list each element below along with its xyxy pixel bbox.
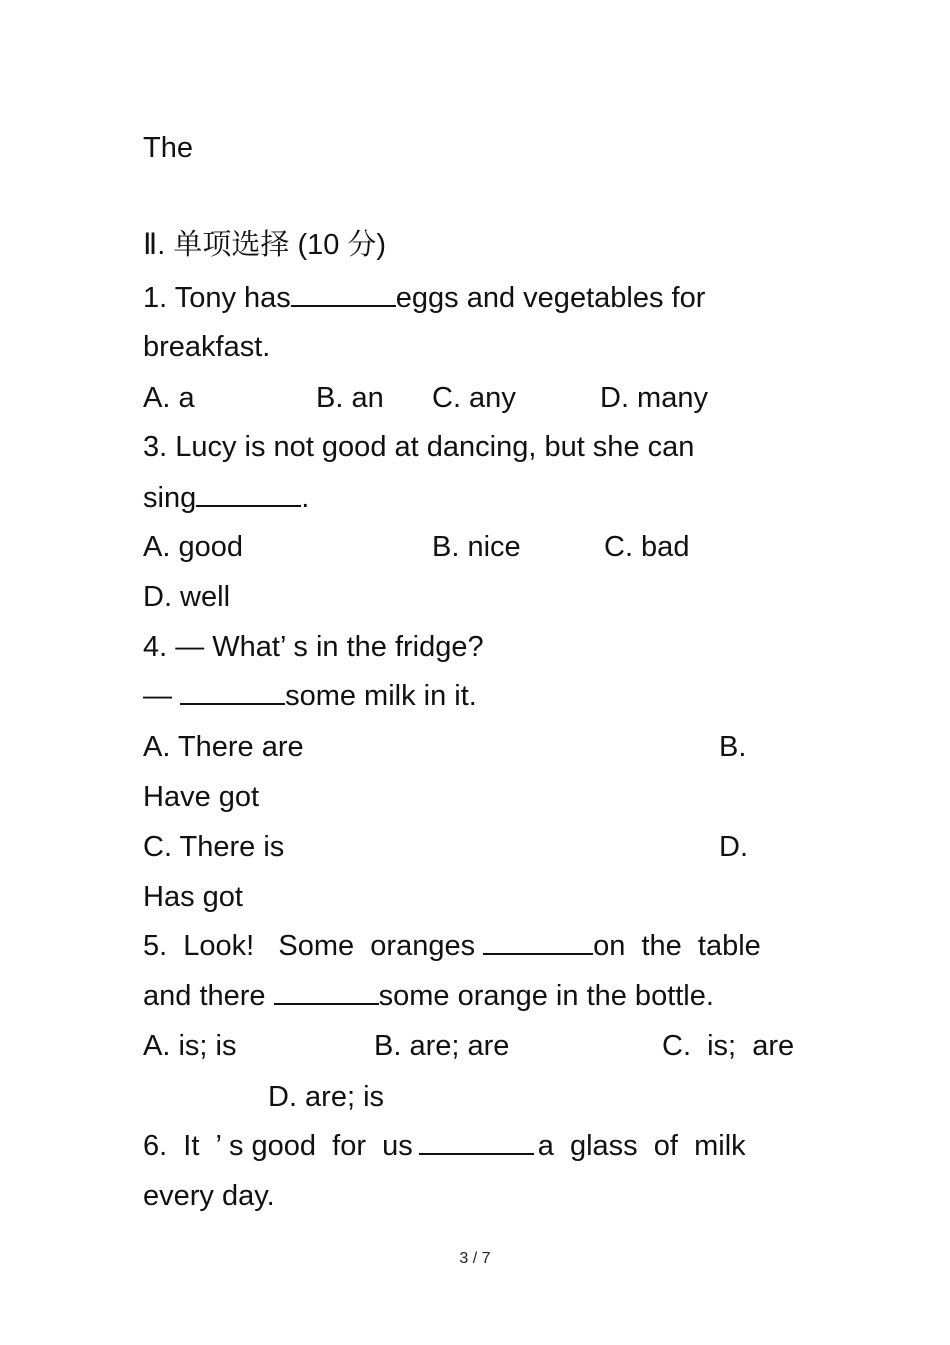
question-5-line-1: [143, 929, 761, 963]
question-4-line-1: 4. — What’ s in the fridge?: [143, 631, 484, 663]
q1-option-a: A. a: [143, 382, 195, 414]
question-3-line-2: [143, 481, 309, 515]
section-title: Ⅱ. 单项选择 (10 分): [143, 229, 387, 261]
intro-word: The: [143, 132, 193, 164]
q1-option-d: D. many: [600, 382, 708, 414]
q6-answer-blank: [419, 1131, 534, 1155]
q3-option-a: A. good: [143, 531, 243, 563]
q3-stem-word: sing: [143, 482, 197, 514]
q3-option-c: C. bad: [604, 531, 690, 563]
q3-option-b: B. nice: [432, 531, 521, 563]
q3-answer-blank: [196, 483, 301, 507]
question-4-line-2: [143, 679, 477, 713]
question-3-line-1: 3. Lucy is not good at dancing, but she can: [143, 431, 695, 463]
q4-option-d-text: Has got: [143, 881, 243, 913]
q1-answer-blank: [291, 283, 396, 307]
q4-option-b-text: Have got: [143, 781, 260, 813]
question-1-line-2: breakfast.: [143, 331, 271, 363]
q4-option-c: C. There is: [143, 831, 285, 863]
question-1-line-1: [143, 281, 705, 315]
q6-stem-start: 6. It ’ s good for us: [143, 1130, 413, 1162]
q1-option-c: C. any: [432, 382, 516, 414]
question-6-line-2: every day.: [143, 1180, 275, 1212]
page-number: 3 / 7: [459, 1250, 491, 1267]
q4-answer-blank: [180, 681, 285, 705]
q4-option-a: A. There are: [143, 731, 304, 763]
q1-option-b: B. an: [316, 382, 384, 414]
q4-option-b-letter: B.: [719, 731, 747, 763]
q5-option-a: A. is; is: [143, 1030, 237, 1062]
q1-stem-end: eggs and vegetables for: [395, 282, 706, 314]
q5-stem-line2-start: and there: [143, 980, 274, 1012]
q3-option-d: D. well: [143, 581, 231, 613]
q5-stem-end: some orange in the bottle.: [378, 980, 714, 1012]
q5-answer-blank-2: [274, 981, 379, 1005]
q5-stem-start: 5. Look! Some oranges: [143, 930, 476, 962]
q6-stem-end: a glass of milk: [537, 1130, 746, 1162]
q4-dash: —: [143, 680, 181, 712]
q4-option-d-letter: D.: [719, 831, 748, 863]
q3-stem-end: .: [301, 482, 310, 514]
q5-option-d: D. are; is: [268, 1081, 385, 1113]
question-5-line-2: [143, 979, 714, 1013]
question-6-line-1: [143, 1129, 746, 1163]
q5-stem-middle: on the table: [593, 930, 761, 962]
q1-stem-start: 1. Tony has: [143, 282, 291, 314]
q4-stem-end: some milk in it.: [285, 680, 477, 712]
q5-option-b: B. are; are: [374, 1030, 510, 1062]
q5-answer-blank-1: [483, 931, 593, 955]
q5-option-c: C. is; are: [662, 1030, 795, 1062]
